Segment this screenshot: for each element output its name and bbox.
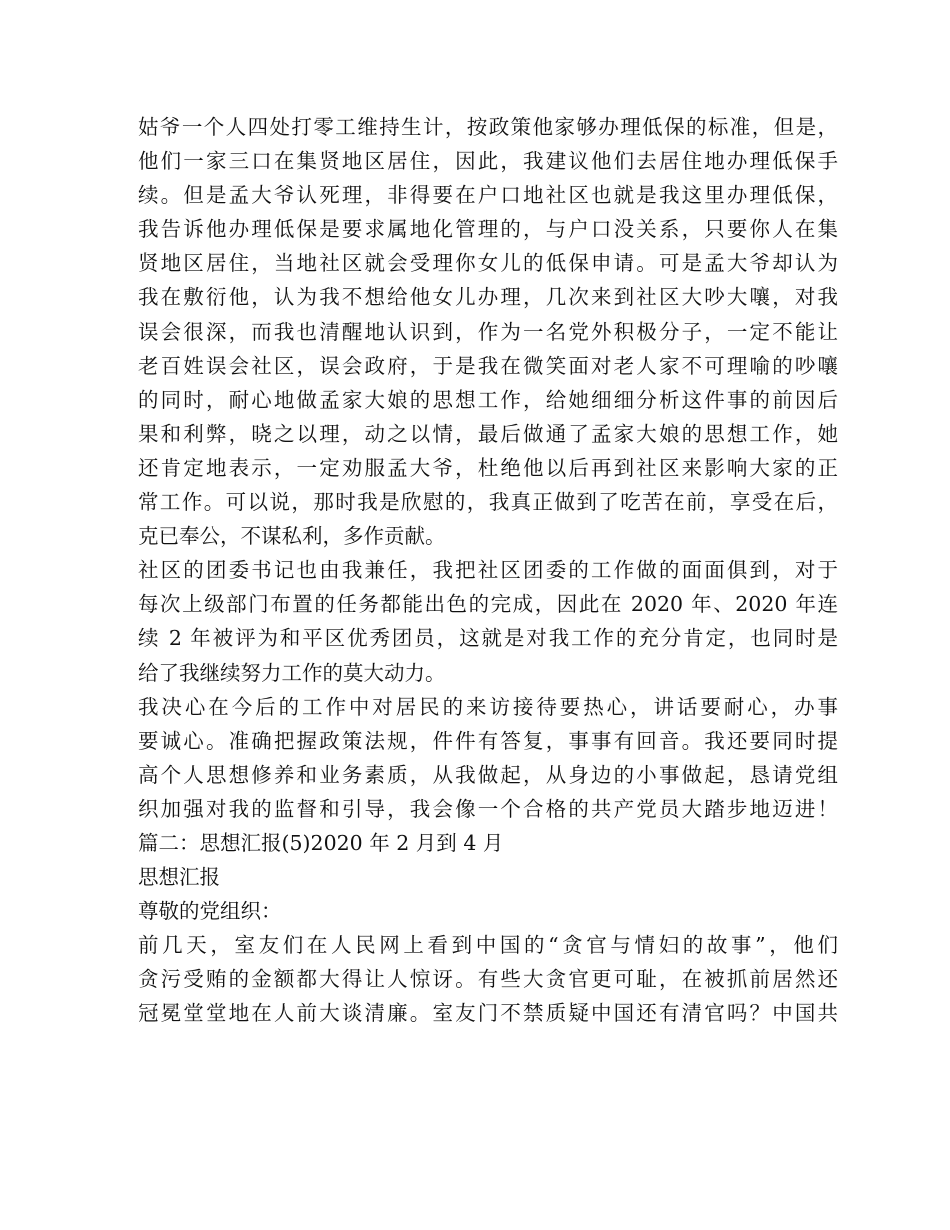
text-line: 前几天，室友们在人民网上看到中国的“贪官与情妇的故事”，他们 [138, 933, 838, 958]
text-line: 冠冕堂堂地在人前大谈清廉。室友门不禁质疑中国还有清官吗？中国共 [138, 1001, 838, 1026]
text-line: 要诚心。准确把握政策法规，件件有答复，事事有回音。我还要同时提 [138, 728, 838, 753]
text-line: 我告诉他办理低保是要求属地化管理的，与户口没关系，只要你人在集 [138, 217, 838, 242]
text-line: 织加强对我的监督和引导，我会像一个合格的共产党员大踏步地迈进！ [138, 796, 838, 821]
text-line: 社区的团委书记也由我兼任，我把社区团委的工作做的面面俱到，对于 [138, 558, 838, 583]
text-line: 的同时，耐心地做孟家大娘的思想工作，给她细细分析这件事的前因后 [138, 387, 838, 412]
text-line: 高个人思想修养和业务素质，从我做起，从身边的小事做起，恳请党组 [138, 762, 838, 787]
text-line: 老百姓误会社区，误会政府，于是我在微笑面对老人家不可理喻的吵嚷 [138, 353, 838, 378]
text-line: 他们一家三口在集贤地区居住，因此，我建议他们去居住地办理低保手 [138, 149, 838, 174]
text-line: 续。但是孟大爷认死理，非得要在户口地社区也就是我这里办理低保， [138, 183, 838, 208]
text-line: 我在敷衍他，认为我不想给他女儿办理，几次来到社区大吵大嚷，对我 [138, 285, 838, 310]
text-line: 果和利弊，晓之以理，动之以情，最后做通了孟家大娘的思想工作，她 [138, 421, 838, 446]
text-line: 篇二：思想汇报(5)2020 年 2 月到 4 月 [138, 830, 504, 855]
text-line: 还肯定地表示，一定劝服孟大爷，杜绝他以后再到社区来影响大家的正 [138, 455, 838, 480]
text-line: 尊敬的党组织： [138, 899, 282, 924]
text-line: 给了我继续努力工作的莫大动力。 [138, 660, 446, 685]
text-line: 姑爷一个人四处打零工维持生计，按政策他家够办理低保的标准，但是， [138, 115, 838, 139]
text-line: 每次上级部门布置的任务都能出色的完成，因此在 2020 年、2020 年连 [138, 592, 838, 617]
text-line: 我决心在今后的工作中对居民的来访接待要热心，讲话要耐心，办事 [138, 694, 838, 719]
text-line: 续 2 年被评为和平区优秀团员，这就是对我工作的充分肯定，也同时是 [138, 626, 838, 651]
text-line: 克已奉公，不谋私利，多作贡献。 [138, 524, 446, 549]
text-line: 误会很深，而我也清醒地认识到，作为一名党外积极分子，一定不能让 [138, 319, 838, 344]
text-line: 贤地区居住，当地社区就会受理你女儿的低保申请。可是孟大爷却认为 [138, 251, 838, 276]
document-body-text [138, 110, 838, 1031]
text-line: 常工作。可以说，那时我是欣慰的，我真正做到了吃苦在前，享受在后， [138, 490, 838, 515]
text-line: 贪污受贿的金额都大得让人惊讶。有些大贪官更可耻，在被抓前居然还 [138, 967, 838, 992]
text-line: 思想汇报 [138, 865, 220, 890]
